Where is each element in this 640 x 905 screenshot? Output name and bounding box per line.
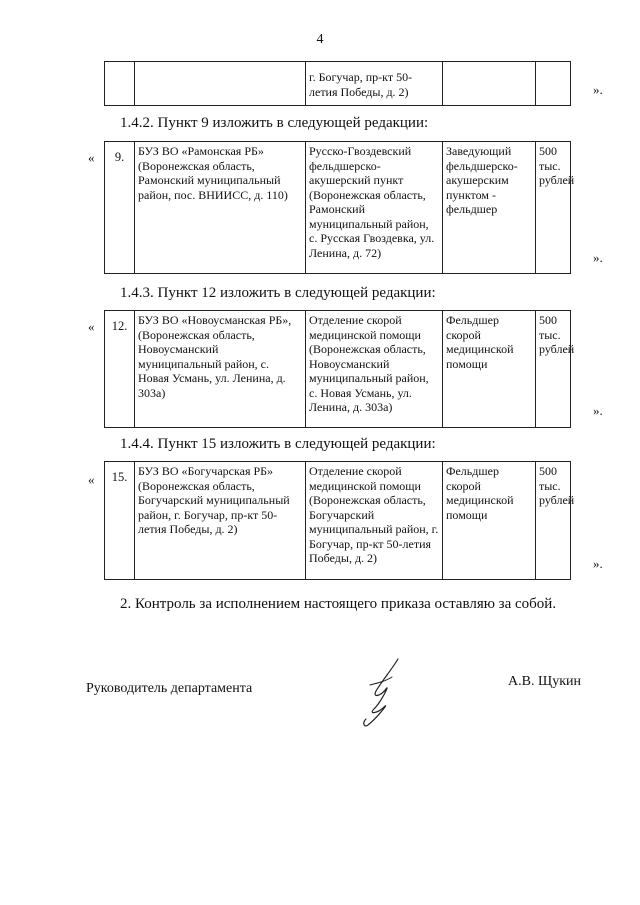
cell-org: БУЗ ВО «Новоусманская РБ», (Воронежская область, Новоусманский муниципальный район, с. Новая Усмань, ул. Ленина, д. 303а) — [135, 311, 306, 428]
paragraph-2: 2. Контроль за исполнением настоящего приказа оставляю за собой. — [120, 596, 557, 612]
cell-amount — [536, 62, 571, 106]
cell-org: БУЗ ВО «Богучарская РБ» (Воронежская область, Богучарский муниципальный район, г. Богучар, пр-кт 50-летия Победы, д. 2) — [135, 462, 306, 580]
table-row — [105, 311, 571, 428]
cell-amount: 500 тыс. рублей — [536, 462, 571, 580]
close-quote: ». — [593, 250, 603, 265]
open-quote: « — [88, 319, 95, 334]
close-quote: ». — [593, 556, 603, 571]
section-heading: 1.4.4. Пункт 15 изложить в следующей редакции: — [120, 436, 436, 452]
cell-unit: Отделение скорой медицинской помощи (Воронежская область, Богучарский муниципальный район, г. Богучар, пр-кт 50-летия Победы, д. 2) — [306, 462, 443, 580]
cell-num: 12. — [105, 311, 135, 428]
table-section-15 — [104, 461, 575, 580]
cell-amount: 500 тыс. рублей — [536, 142, 571, 274]
cell-position: Фельдшер скорой медицинской помощи — [443, 311, 536, 428]
section-heading: 1.4.2. Пункт 9 изложить в следующей редакции: — [120, 115, 429, 131]
handwritten-signature — [352, 655, 412, 735]
cell-unit: Русско-Гвоздевский фельдшерско-акушерский пункт (Воронежская область, Рамонский муниципальный район, с. Русская Гвоздевка, ул. Ленина, д. 72) — [306, 142, 443, 274]
cell-num: 9. — [105, 142, 135, 274]
section-heading: 1.4.3. Пункт 12 изложить в следующей редакции: — [120, 285, 436, 301]
cell-org: БУЗ ВО «Рамонская РБ» (Воронежская область, Рамонский муниципальный район, пос. ВНИИСС, д. 110) — [135, 142, 306, 274]
cell-position: Фельдшер скорой медицинской помощи — [443, 462, 536, 580]
close-quote: ». — [593, 82, 603, 97]
table-top-continuation — [104, 61, 571, 106]
cell-unit — [306, 62, 443, 106]
table-row — [105, 62, 571, 106]
table-row — [105, 462, 571, 580]
cell-position — [443, 62, 536, 106]
signatory-name: А.В. Щукин — [508, 674, 582, 689]
cell-num: 15. — [105, 462, 135, 580]
close-quote: ». — [593, 403, 603, 418]
cell-unit-text: г. Богучар, пр-кт 50-летия Победы, д. 2) — [309, 70, 413, 99]
open-quote: « — [88, 150, 95, 165]
cell-num — [105, 62, 135, 106]
cell-unit: Отделение скорой медицинской помощи (Воронежская область, Новоусманский муниципальный район, с. Новая Усмань, ул. Ленина, д. 303а) — [306, 311, 443, 428]
table-row — [105, 142, 571, 274]
table-section-9 — [104, 141, 575, 274]
cell-amount: 500 тыс. рублей — [536, 311, 571, 428]
cell-org — [135, 62, 306, 106]
cell-position: Заведующий фельдшерско-акушерским пунктом - фельдшер — [443, 142, 536, 274]
page-number: 4 — [316, 32, 324, 47]
signatory-title: Руководитель департамента — [86, 681, 253, 696]
table-section-12 — [104, 310, 575, 428]
open-quote: « — [88, 472, 95, 487]
